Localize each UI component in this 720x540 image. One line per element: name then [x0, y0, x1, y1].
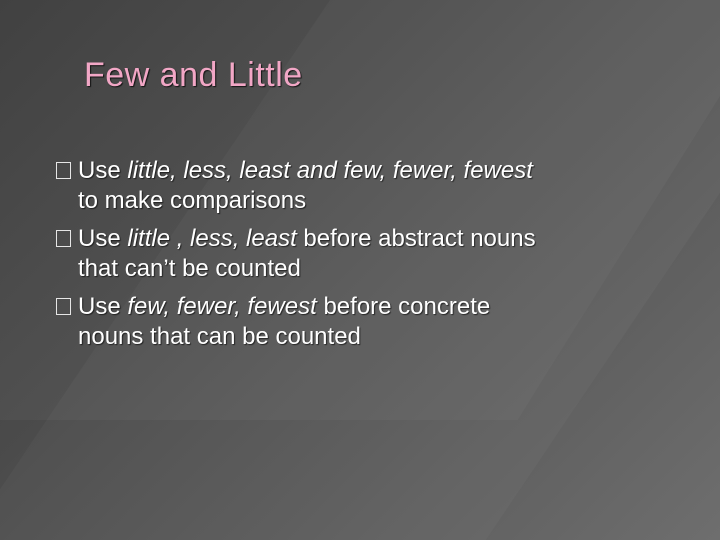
- bullet-item: [56, 224, 696, 283]
- bullet-emphasis: little, less, least and few, fewer, fewest: [127, 157, 533, 184]
- bullet-box-icon: [56, 230, 71, 247]
- bullet-line: [78, 292, 696, 322]
- bullet-continuation: nouns that can be counted: [78, 322, 361, 350]
- bullet-continuation: to make comparisons: [78, 186, 307, 214]
- bullet-item: [56, 156, 696, 215]
- slide-title: Few and Little: [84, 56, 303, 94]
- bullet-box-icon: [56, 298, 71, 315]
- bullet-item: [56, 292, 696, 351]
- bullet-line: [78, 156, 696, 186]
- bullet-text: before concrete: [316, 293, 491, 320]
- bullet-text: Use: [78, 225, 128, 252]
- bullet-line: [78, 224, 696, 254]
- bullet-list: [56, 156, 696, 360]
- bullet-emphasis: little , less, least: [127, 225, 297, 252]
- bullet-emphasis: few, fewer, fewest: [127, 293, 317, 320]
- bullet-text: Use: [78, 157, 128, 184]
- bullet-text: before abstract nouns: [296, 225, 536, 252]
- bullet-box-icon: [56, 162, 71, 179]
- bullet-text: Use: [78, 293, 128, 320]
- bullet-continuation: that can’t be counted: [78, 254, 301, 282]
